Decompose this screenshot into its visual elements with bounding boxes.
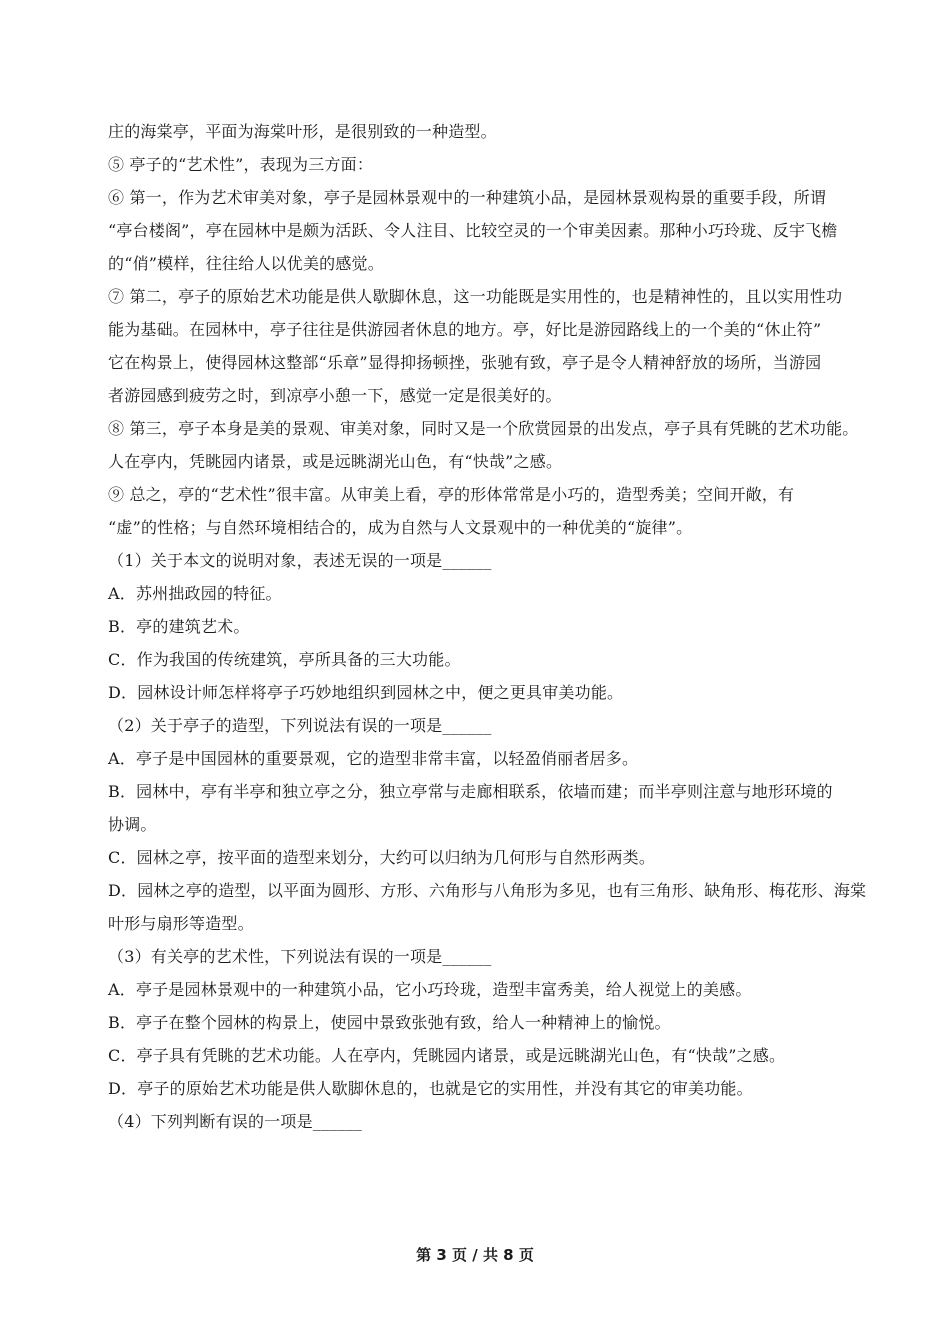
paragraph-5-heading: ⑤ 亭子的“艺术性”，表现为三方面： (108, 155, 374, 174)
question-2-option-b: B．园林中，亭有半亭和独立亭之分，独立亭常与走廊相联系，依墙而建；而半亭则注意与地形环境的 (108, 782, 833, 801)
question-1-option-a: A．苏州拙政园的特征。 (108, 584, 282, 603)
question-2-option-a: A．亭子是中国园林的重要景观，它的造型非常丰富，以轻盈俏丽者居多。 (108, 749, 639, 768)
paragraph-7-line: ⑦ 第二，亭子的原始艺术功能是供人歇脚休息，这一功能既是实用性的，也是精神性的，且以实用性功 (108, 287, 843, 306)
document-body (108, 122, 868, 1132)
paragraph-9-line: “虚”的性格；与自然环境相结合的，成为自然与人文景观中的一种优美的“旋律”。 (108, 518, 693, 537)
question-1-option-d: D．园林设计师怎样将亭子巧妙地组织到园林之中，便之更具审美功能。 (108, 683, 624, 702)
question-2-stem: （2）关于亭子的造型，下列说法有误的一项是______ (108, 716, 492, 735)
question-3-option-a: A．亭子是园林景观中的一种建筑小品，它小巧玲珑，造型丰富秀美，给人视觉上的美感。 (108, 980, 752, 999)
question-3-option-d: D．亭子的原始艺术功能是供人歇脚休息的，也就是它的实用性，并没有其它的审美功能。 (108, 1079, 753, 1098)
question-2-option-d-cont: 叶形与扇形等造型。 (108, 914, 254, 933)
paragraph-6-line: “亭台楼阁”，亭在园林中是颇为活跃、令人注目、比较空灵的一个审美因素。那种小巧玲珑、反宇飞檐 (108, 221, 838, 240)
question-2-option-c: C．园林之亭，按平面的造型来划分，大约可以归纳为几何形与自然形两类。 (108, 848, 656, 867)
paragraph-9-line: ⑨ 总之，亭的“艺术性”很丰富。从审美上看，亭的形体常常是小巧的，造型秀美；空间开敞，有 (108, 485, 795, 504)
question-3-option-b: B．亭子在整个园林的构景上，使园中景致张弛有致，给人一种精神上的愉悦。 (108, 1013, 671, 1032)
paragraph-7-line: 能为基础。在园林中，亭子往往是供游园者休息的地方。亭，好比是游园路线上的一个美的“休止符” (108, 320, 822, 339)
question-1-option-b: B．亭的建筑艺术。 (108, 617, 250, 636)
paragraph-6-line: 的“俏”模样，往往给人以优美的感觉。 (108, 254, 384, 273)
paragraph-7-line: 它在构景上，使得园林这整部“乐章”显得抑扬顿挫，张驰有致，亭子是令人精神舒放的场所，当游园 (108, 353, 822, 372)
paragraph-8-line: ⑧ 第三，亭子本身是美的景观、审美对象，同时又是一个欣赏园景的出发点，亭子具有凭眺的艺术功能。 (108, 419, 859, 438)
paragraph-8-line: 人在亭内，凭眺园内诸景，或是远眺湖光山色，有“快哉”之感。 (108, 452, 563, 471)
question-2-option-d: D．园林之亭的造型，以平面为圆形、方形、六角形与八角形为多见，也有三角形、缺角形、梅花形、海棠 (108, 881, 867, 900)
question-3-stem: （3）有关亭的艺术性，下列说法有误的一项是______ (108, 947, 492, 966)
paragraph-7-line: 者游园感到疲劳之时，到凉亭小憩一下，感觉一定是很美好的。 (108, 386, 562, 405)
text-line: 庄的海棠亭，平面为海棠叶形，是很别致的一种造型。 (108, 122, 497, 141)
page-number-footer: 第 3 页 / 共 8 页 (416, 1246, 534, 1264)
paragraph-6-line: ⑥ 第一，作为艺术审美对象，亭子是园林景观中的一种建筑小品，是园林景观构景的重要手段，所谓 (108, 188, 827, 207)
question-1-option-c: C．作为我国的传统建筑，亭所具备的三大功能。 (108, 650, 461, 669)
question-4-stem: （4）下列判断有误的一项是______ (108, 1112, 362, 1131)
question-3-option-c: C．亭子具有凭眺的艺术功能。人在亭内，凭眺园内诸景，或是远眺湖光山色，有“快哉”之感。 (108, 1046, 786, 1065)
question-1-stem: （1）关于本文的说明对象，表述无误的一项是______ (108, 551, 492, 570)
question-2-option-b-cont: 协调。 (108, 815, 157, 834)
